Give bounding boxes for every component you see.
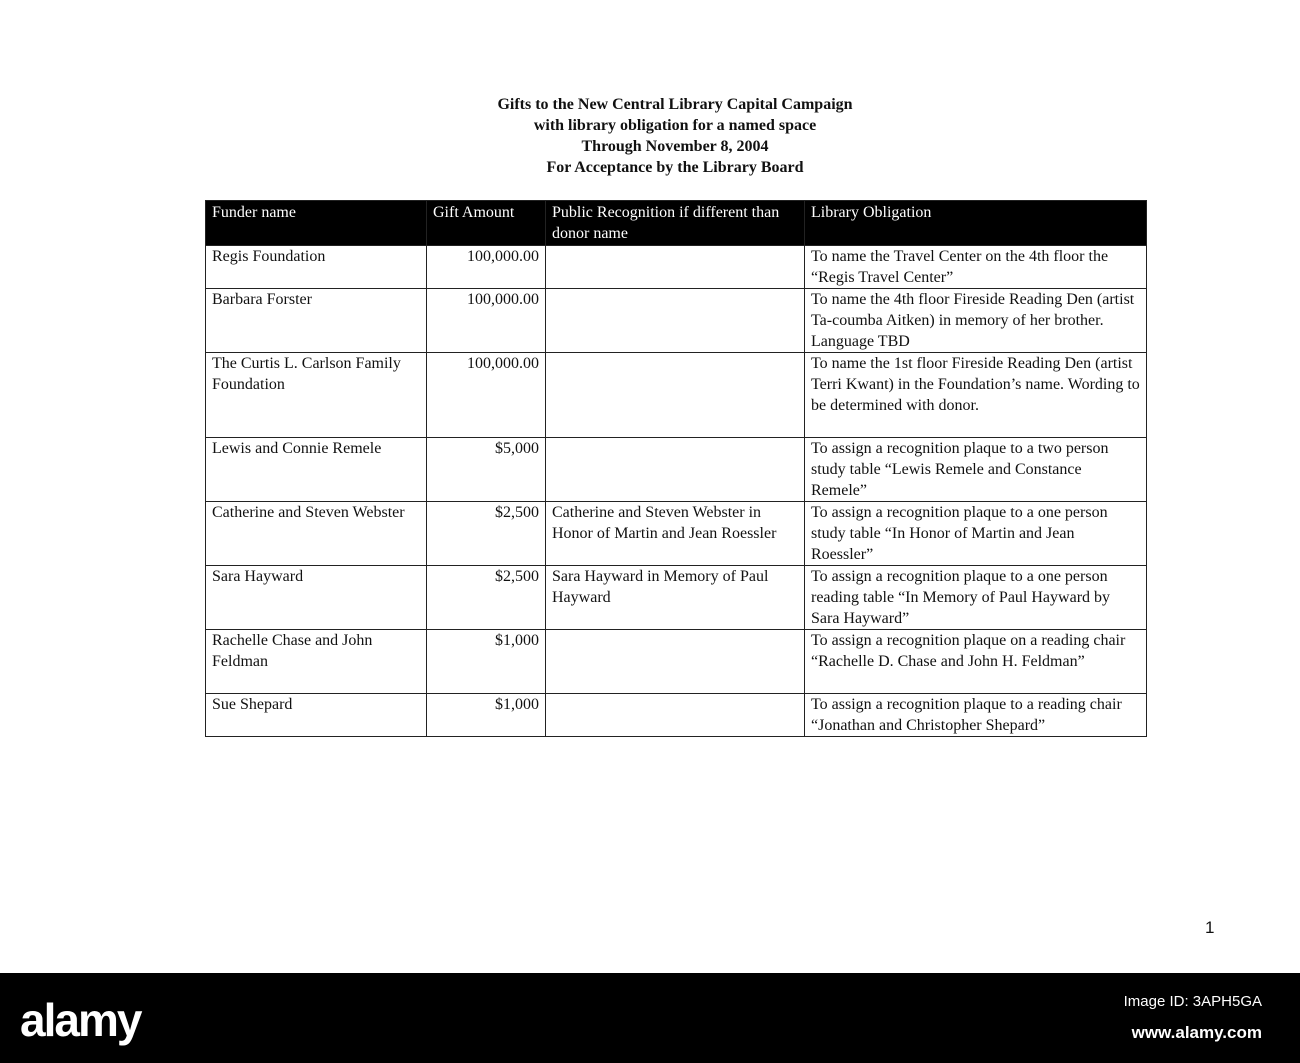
library-obligation-cell: To assign a recognition plaque to a one person reading table “In Memory of Paul Hayward by Sara Hayward” [805, 566, 1147, 630]
public-recognition-cell [546, 438, 805, 502]
library-obligation-cell: To assign a recognition plaque to a one person study table “In Honor of Martin and Jean Roessler” [805, 502, 1147, 566]
library-obligation-cell: To assign a recognition plaque to a reading chair “Jonathan and Christopher Shepard” [805, 694, 1147, 737]
gift-amount-cell: 100,000.00 [427, 289, 546, 353]
gift-amount-cell: $2,500 [427, 566, 546, 630]
funder-name-cell: Barbara Forster [206, 289, 427, 353]
public-recognition-cell [546, 289, 805, 353]
title-line: Gifts to the New Central Library Capital Campaign [497, 96, 853, 113]
title-line: For Acceptance by the Library Board [546, 159, 804, 176]
public-recognition-cell: Sara Hayward in Memory of Paul Hayward [546, 566, 805, 630]
gift-amount-cell: 100,000.00 [427, 246, 546, 289]
funder-name-cell: Sara Hayward [206, 566, 427, 630]
library-obligation-cell: To name the 1st floor Fireside Reading Den (artist Terri Kwant) in the Foundation’s name. Wording to be determined with donor. [805, 353, 1147, 438]
table-row [206, 246, 1147, 289]
public-recognition-cell [546, 353, 805, 438]
funder-name-cell: Sue Shepard [206, 694, 427, 737]
alamy-logo: alamy [20, 994, 141, 1046]
gift-amount-cell: $2,500 [427, 502, 546, 566]
header-library-obligation: Library Obligation [805, 201, 1147, 246]
funder-name-cell: Regis Foundation [206, 246, 427, 289]
table-row [206, 630, 1147, 694]
page-number: 1 [1205, 918, 1215, 937]
gift-amount-cell: $1,000 [427, 694, 546, 737]
library-obligation-cell: To name the 4th floor Fireside Reading Den (artist Ta-coumba Aitken) in memory of her brother. Language TBD [805, 289, 1147, 353]
title-line: Through November 8, 2004 [581, 138, 769, 155]
gift-amount-cell: $5,000 [427, 438, 546, 502]
table-row [206, 438, 1147, 502]
image-id: Image ID: 3APH5GA [1123, 993, 1262, 1010]
public-recognition-cell [546, 630, 805, 694]
gift-amount-cell: $1,000 [427, 630, 546, 694]
funder-name-cell: Rachelle Chase and John Feldman [206, 630, 427, 694]
library-obligation-cell: To assign a recognition plaque on a reading chair “Rachelle D. Chase and John H. Feldman” [805, 630, 1147, 694]
header-public-recognition: Public Recognition if different than donor name [546, 201, 805, 246]
library-obligation-cell: To assign a recognition plaque to a two person study table “Lewis Remele and Constance Remele” [805, 438, 1147, 502]
table-row [206, 566, 1147, 630]
header-funder-name: Funder name [206, 201, 427, 246]
funder-name-cell: Lewis and Connie Remele [206, 438, 427, 502]
public-recognition-cell [546, 694, 805, 737]
watermark-bar [0, 973, 1300, 1063]
table-header-row [206, 201, 1147, 246]
table-row [206, 694, 1147, 737]
header-gift-amount: Gift Amount [427, 201, 546, 246]
funder-name-cell: The Curtis L. Carlson Family Foundation [206, 353, 427, 438]
table-row [206, 289, 1147, 353]
gift-amount-cell: 100,000.00 [427, 353, 546, 438]
gifts-table [205, 200, 1147, 737]
library-obligation-cell: To name the Travel Center on the 4th floor the “Regis Travel Center” [805, 246, 1147, 289]
document-title [0, 94, 1300, 178]
watermark-url: www.alamy.com [1131, 1023, 1262, 1042]
table-row [206, 353, 1147, 438]
table-row [206, 502, 1147, 566]
title-line: with library obligation for a named space [533, 117, 817, 134]
public-recognition-cell: Catherine and Steven Webster in Honor of Martin and Jean Roessler [546, 502, 805, 566]
funder-name-cell: Catherine and Steven Webster [206, 502, 427, 566]
public-recognition-cell [546, 246, 805, 289]
